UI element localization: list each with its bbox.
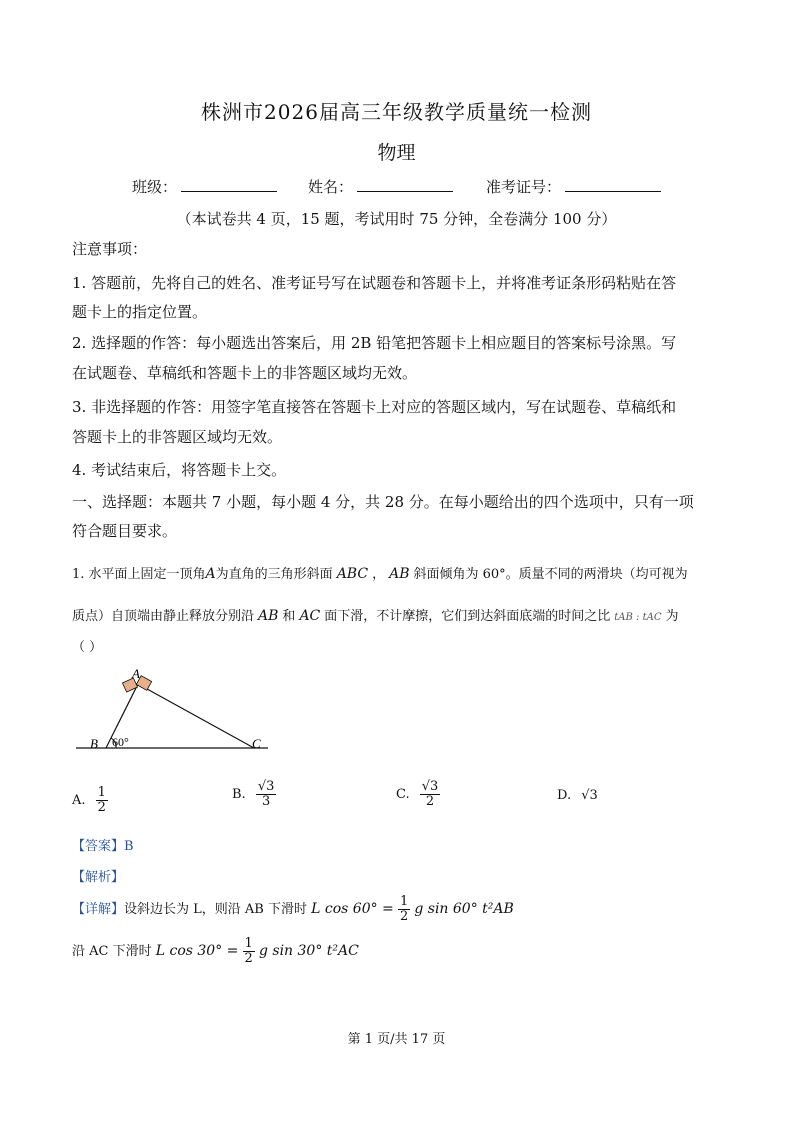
- question-1-line1: [72, 563, 688, 582]
- detail-label: 【详解】: [72, 902, 125, 917]
- option-b[interactable]: [232, 780, 276, 809]
- option-letter: A.: [72, 793, 86, 808]
- q1-text: ，: [372, 567, 386, 582]
- section-heading-line1: 一、选择题：本题共 7 小题，每小题 4 分，共 28 分。在每小题给出的四个选项中，只有一项: [72, 493, 694, 511]
- id-blank[interactable]: [565, 177, 661, 192]
- question-1-line2: [72, 605, 679, 624]
- class-blank[interactable]: [181, 177, 277, 192]
- option-d[interactable]: [557, 788, 598, 803]
- equation-fraction: [398, 895, 410, 924]
- fraction-numerator: 1: [399, 894, 409, 909]
- option-value: √3: [581, 788, 598, 803]
- note-line: 在试题卷、草稿纸和答题卡上的非答题区域均无效。: [72, 364, 418, 382]
- detail-text: 设斜边长为 L，则沿 AB 下滑时: [124, 902, 307, 917]
- exam-info: （本试卷共 4 页，15 题，考试用时 75 分钟，全卷满分 100 分）: [176, 210, 617, 228]
- section-heading-line2: 符合题目要求。: [72, 522, 178, 540]
- q1-text: 为直角的三角形斜面: [215, 567, 333, 582]
- q1-text: 和: [282, 609, 296, 624]
- incline-ac: [138, 684, 254, 748]
- fraction-numerator: √3: [421, 779, 439, 794]
- detail-text: 沿 AC 下滑时: [72, 944, 152, 959]
- fraction-denominator: 2: [425, 794, 435, 809]
- name-field: [308, 176, 453, 197]
- subject-title: 物理: [377, 142, 416, 164]
- fraction-denominator: 2: [97, 800, 106, 815]
- note-line: 答题卡上的非答题区域均无效。: [72, 428, 283, 446]
- detail-line-1: [72, 895, 514, 924]
- q1-text: 质点）自顶端由静止释放分别沿: [72, 609, 255, 624]
- q1-var: A: [205, 566, 216, 582]
- q1-text: 面下滑，不计摩擦，它们到达斜面底端的时间之比: [324, 609, 611, 624]
- q1-text: 为: [665, 609, 679, 624]
- equation-left: L cos 30° =: [155, 943, 239, 959]
- option-c[interactable]: [396, 780, 440, 809]
- answer-label: 【答案】B: [72, 839, 134, 854]
- detail-line-2: [72, 937, 359, 966]
- name-label: 姓名：: [308, 178, 354, 196]
- label-a: A: [132, 666, 140, 681]
- option-fraction: [256, 780, 277, 809]
- answer-parens: （ ）: [72, 640, 103, 655]
- q1-text: 1. 水平面上固定一顶角: [72, 567, 206, 582]
- q1-text: 斜面倾角为 60°。质量不同的两滑块（均可视为: [413, 567, 688, 582]
- label-b: B: [90, 736, 98, 751]
- option-fraction: [420, 780, 441, 809]
- note-line: 2. 选择题的作答：每小题选出答案后，用 2B 铅笔把答题卡上相应题目的答案标号涂黑。写: [72, 334, 677, 352]
- q1-var: ABC: [336, 566, 369, 582]
- equation-right: g sin 60° t²AB: [414, 901, 514, 917]
- name-blank[interactable]: [357, 177, 453, 192]
- notes-heading: 注意事项：: [72, 240, 148, 258]
- analysis-label: 【解析】: [72, 870, 125, 885]
- note-line: 1. 答题前，先将自己的姓名、准考证号写在试题卷和答题卡上，并将准考证条形码粘贴在答: [72, 274, 677, 292]
- class-field: [132, 176, 277, 197]
- equation-fraction: [243, 937, 255, 966]
- option-letter: B.: [232, 787, 246, 802]
- fraction-numerator: 1: [244, 936, 253, 951]
- note-line: 题卡上的指定位置。: [72, 303, 208, 321]
- equation-left: L cos 60° =: [311, 901, 394, 917]
- q1-var: AB: [389, 566, 410, 582]
- label-c: C: [252, 736, 261, 751]
- fraction-denominator: 2: [399, 909, 409, 924]
- page-number: 第 1 页/共 17 页: [347, 1032, 446, 1047]
- q1-var: tAB : tAC: [614, 612, 662, 623]
- equation-right: g sin 30° t²AC: [258, 943, 359, 959]
- angle-label: 60°: [112, 735, 129, 749]
- page-title: 株洲市2026届高三年级教学质量统一检测: [201, 100, 592, 124]
- fraction-denominator: 3: [261, 794, 271, 809]
- q1-var: AB: [258, 608, 279, 624]
- id-field: [486, 176, 661, 197]
- note-line: 4. 考试结束后，将答题卡上交。: [72, 461, 287, 479]
- triangle-figure: [72, 662, 272, 758]
- class-label: 班级：: [132, 178, 178, 196]
- id-label: 准考证号：: [486, 178, 562, 196]
- fraction-numerator: 1: [97, 785, 106, 800]
- q1-var: AC: [299, 608, 321, 624]
- option-letter: C.: [396, 787, 410, 802]
- option-letter: D.: [557, 788, 572, 803]
- option-fraction: [96, 786, 108, 815]
- fraction-numerator: √3: [257, 779, 275, 794]
- fraction-denominator: 2: [244, 951, 253, 966]
- note-line: 3. 非选择题的作答：用签字笔直接答在答题卡上对应的答题区域内，写在试题卷、草稿纸和: [72, 398, 677, 416]
- option-a[interactable]: [72, 786, 108, 815]
